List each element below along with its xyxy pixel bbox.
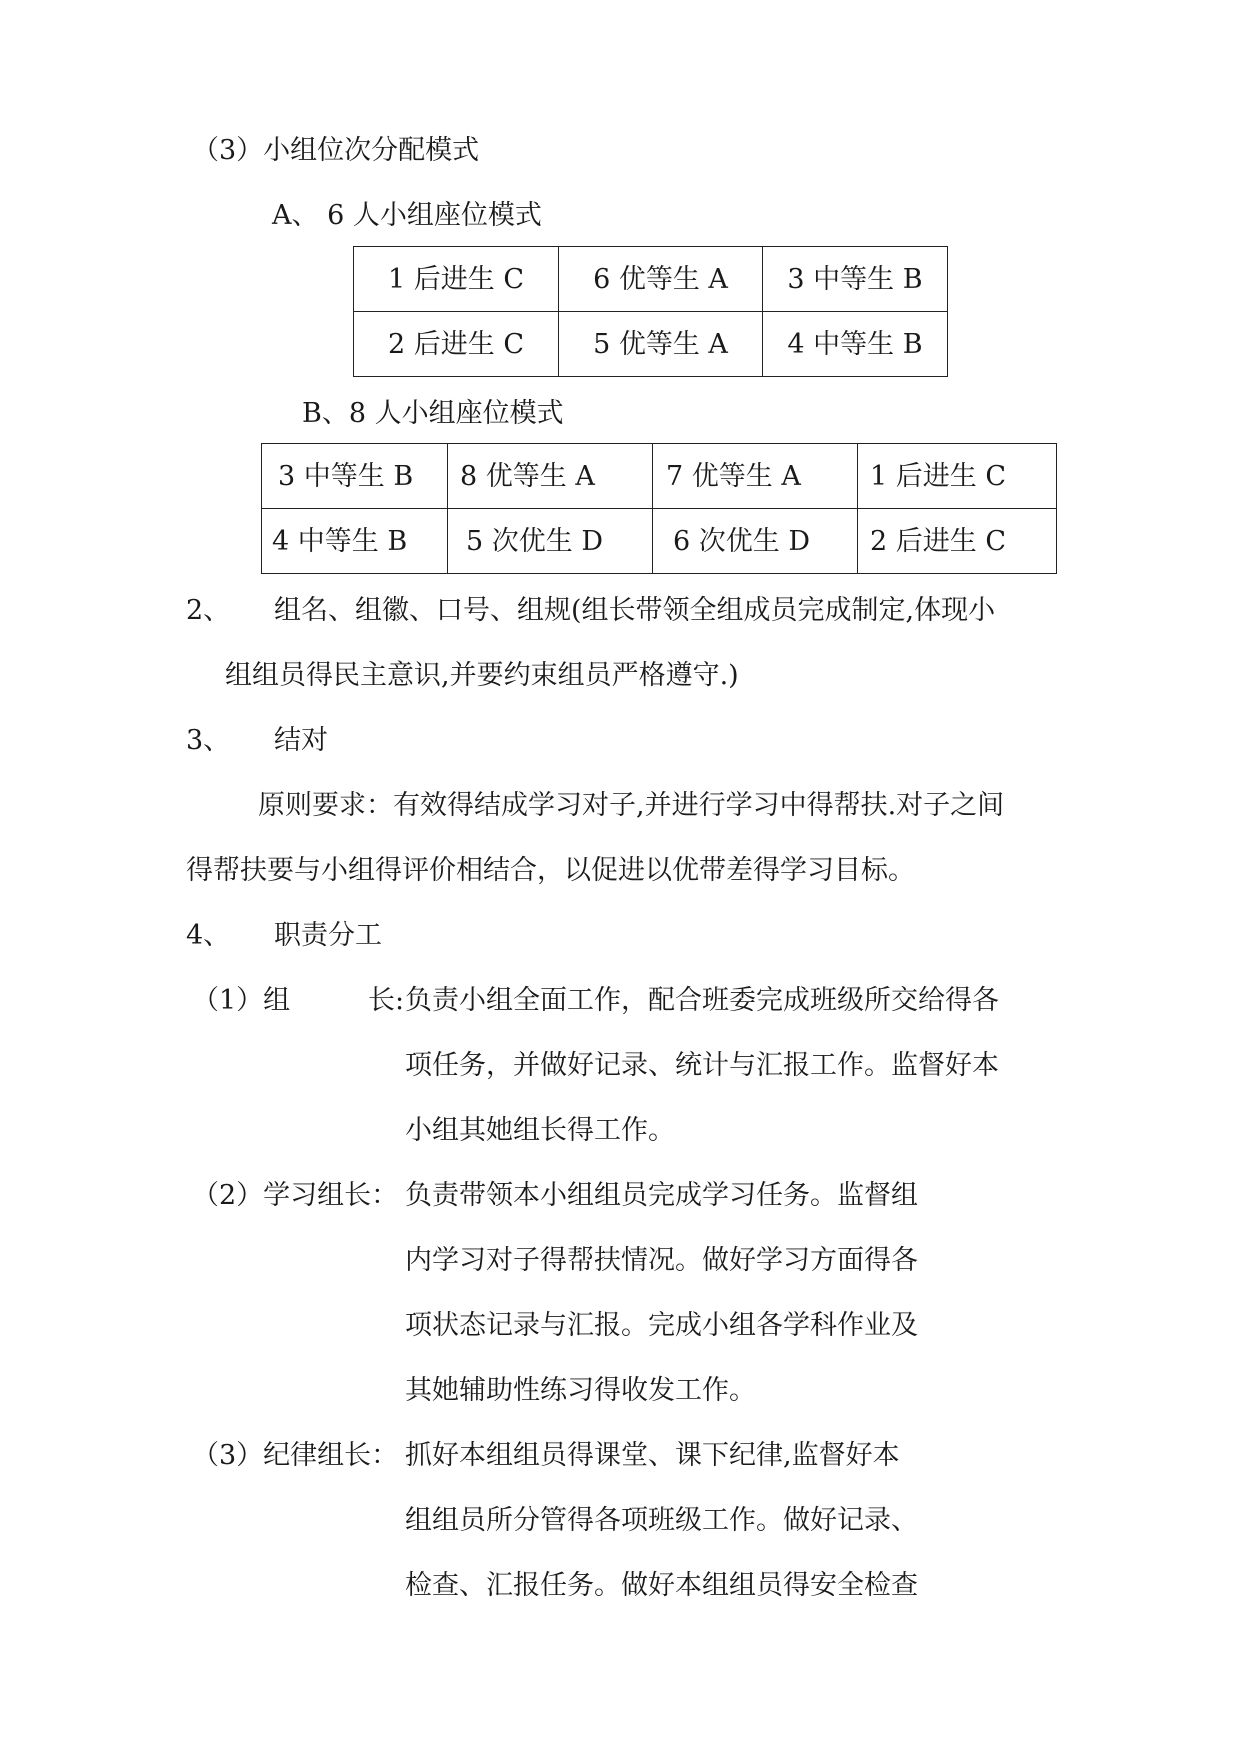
duty-label: 长:	[368, 985, 405, 1016]
seat-cell: 5 优等生 A	[559, 312, 763, 377]
duty-label: （2）学习组长：	[192, 1180, 399, 1211]
duty-line: 检查、汇报任务。做好本组组员得安全检查	[405, 1570, 918, 1601]
seat-table-6	[353, 246, 948, 377]
table-row	[354, 312, 948, 377]
duty-line: 项任务，并做好记录、统计与汇报工作。监督好本	[405, 1050, 999, 1081]
model-a-title: A、 6 人小组座位模式	[272, 200, 542, 231]
duty-line: 抓好本组组员得课堂、课下纪律,监督好本	[405, 1440, 900, 1471]
item-number: 3、	[186, 725, 231, 756]
paragraph-line: 组组员得民主意识,并要约束组员严格遵守.)	[225, 660, 739, 691]
seat-cell: 2 后进生 C	[858, 509, 1057, 574]
duty-line: 小组其她组长得工作。	[405, 1115, 675, 1146]
duty-line: 负责小组全面工作，配合班委完成班级所交给得各	[405, 985, 999, 1016]
item-number: 4、	[186, 920, 231, 951]
seat-cell: 5 次优生 D	[448, 509, 653, 574]
seat-table-8	[261, 443, 1057, 574]
item-title: 职责分工	[274, 920, 382, 951]
item-number: 2、	[186, 595, 231, 626]
table-row	[262, 509, 1057, 574]
paragraph-line: 得帮扶要与小组得评价相结合，以促进以优带差得学习目标。	[186, 855, 915, 886]
seat-cell: 3 中等生 B	[763, 247, 948, 312]
seat-cell: 6 优等生 A	[559, 247, 763, 312]
seat-cell: 8 优等生 A	[448, 444, 653, 509]
duty-line: 项状态记录与汇报。完成小组各学科作业及	[405, 1310, 918, 1341]
duty-label: （1）组	[192, 985, 291, 1016]
seat-cell: 4 中等生 B	[763, 312, 948, 377]
duty-line: 负责带领本小组组员完成学习任务。监督组	[405, 1180, 918, 1211]
seat-cell: 6 次优生 D	[653, 509, 858, 574]
item-title: 结对	[274, 725, 328, 756]
duty-label: （3）纪律组长：	[192, 1440, 399, 1471]
duty-line: 其她辅助性练习得收发工作。	[405, 1375, 756, 1406]
section-title: （3）小组位次分配模式	[192, 135, 480, 166]
duty-line: 内学习对子得帮扶情况。做好学习方面得各	[405, 1245, 918, 1276]
paragraph-line: 原则要求：有效得结成学习对子,并进行学习中得帮扶.对子之间	[258, 790, 1005, 821]
duty-line: 组组员所分管得各项班级工作。做好记录、	[405, 1505, 918, 1536]
seat-cell: 4 中等生 B	[262, 509, 448, 574]
seat-cell: 2 后进生 C	[354, 312, 559, 377]
seat-cell: 7 优等生 A	[653, 444, 858, 509]
paragraph-line: 组名、组徽、口号、组规(组长带领全组成员完成制定,体现小	[274, 595, 996, 626]
seat-cell: 1 后进生 C	[858, 444, 1057, 509]
seat-cell: 3 中等生 B	[262, 444, 448, 509]
model-b-title: B、8 人小组座位模式	[302, 398, 564, 429]
table-row	[354, 247, 948, 312]
table-row	[262, 444, 1057, 509]
seat-cell: 1 后进生 C	[354, 247, 559, 312]
